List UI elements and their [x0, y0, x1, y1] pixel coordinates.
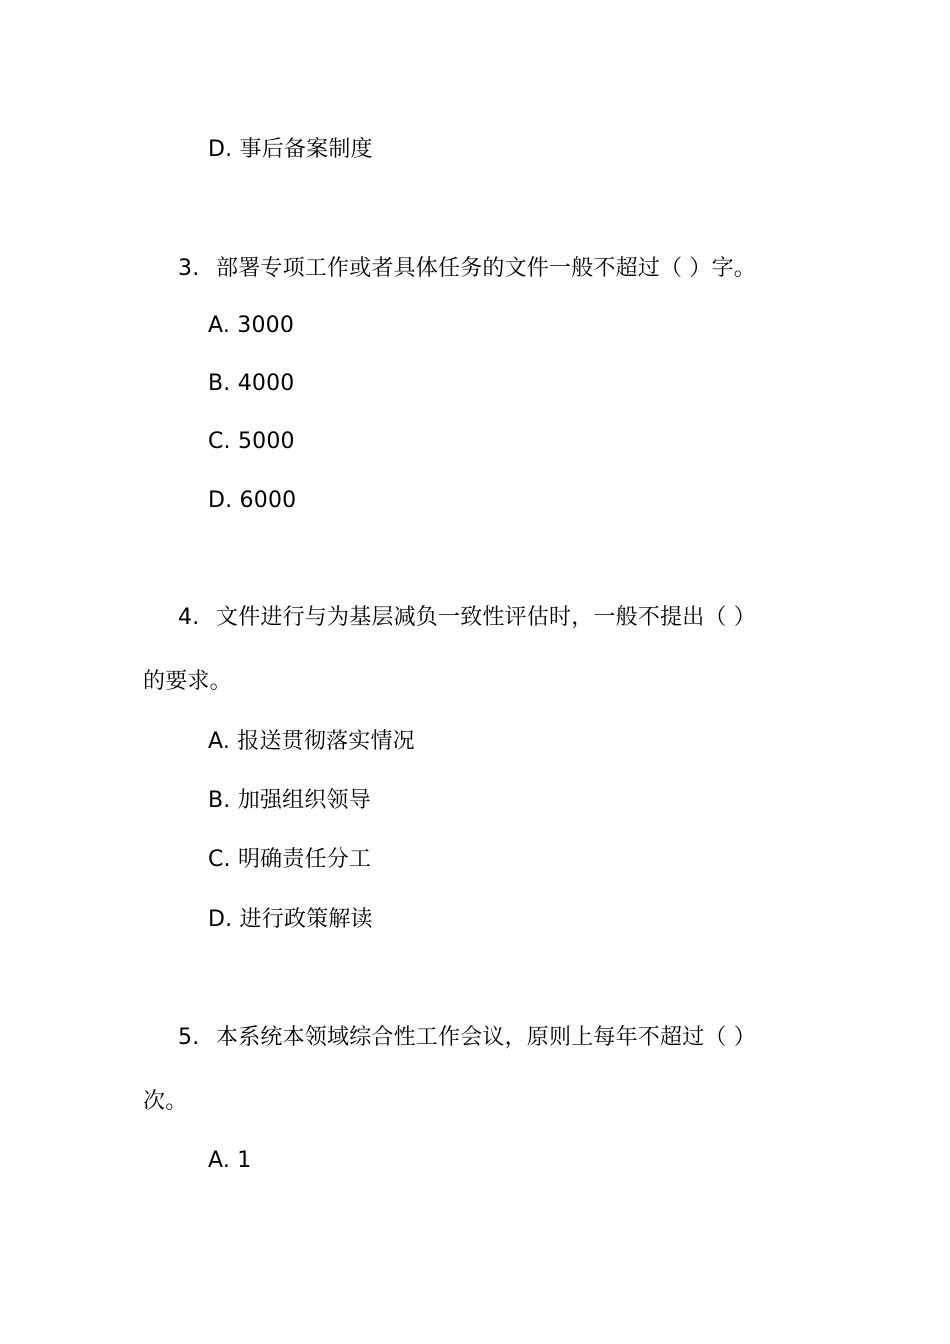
option-letter: D. — [208, 137, 233, 162]
question-4-option-d — [208, 905, 373, 935]
question-3-option-d — [208, 486, 296, 516]
option-text: 进行政策解读 — [239, 907, 373, 932]
question-5-continuation: 次。 — [143, 1089, 188, 1114]
question-4-option-b — [208, 786, 371, 816]
question-text: 本系统本领域综合性工作会议，原则上每年不超过（ ） — [216, 1025, 756, 1050]
question-4-option-c — [208, 845, 371, 875]
option-letter: C. — [208, 847, 231, 872]
question-3 — [178, 254, 756, 284]
option-letter: D. — [208, 907, 233, 932]
question-number: 4. — [178, 605, 200, 630]
option-text: 1 — [237, 1148, 252, 1173]
question-5-option-a — [208, 1146, 251, 1176]
question-4-continuation: 的要求。 — [143, 669, 232, 694]
question-3-option-a — [208, 311, 294, 341]
option-letter: C. — [208, 429, 231, 454]
option-letter: A. — [208, 313, 231, 338]
question-number: 3. — [178, 256, 200, 281]
question-4-option-a — [208, 727, 415, 757]
question-5 — [178, 1023, 756, 1053]
option-letter: A. — [208, 1148, 231, 1173]
question-3-option-c — [208, 427, 295, 457]
option-text: 事后备案制度 — [239, 137, 373, 162]
option-letter: B. — [208, 788, 231, 813]
question-text: 部署专项工作或者具体任务的文件一般不超过（ ）字。 — [216, 256, 756, 281]
option-text: 4000 — [237, 371, 295, 396]
option-text: 5000 — [237, 429, 295, 454]
option-letter: D. — [208, 488, 233, 513]
question-text: 文件进行与为基层减负一致性评估时，一般不提出（ ） — [216, 605, 756, 630]
option-text: 加强组织领导 — [237, 788, 371, 813]
option-text: 明确责任分工 — [237, 847, 372, 872]
question-3-option-b — [208, 369, 295, 399]
option-text: 3000 — [237, 313, 295, 338]
option-prev-d — [208, 135, 373, 165]
option-letter: B. — [208, 371, 231, 396]
option-text: 6000 — [239, 488, 297, 513]
option-letter: A. — [208, 729, 231, 754]
question-number: 5. — [178, 1025, 200, 1050]
option-text: 报送贯彻落实情况 — [237, 729, 415, 754]
question-4 — [178, 603, 756, 633]
